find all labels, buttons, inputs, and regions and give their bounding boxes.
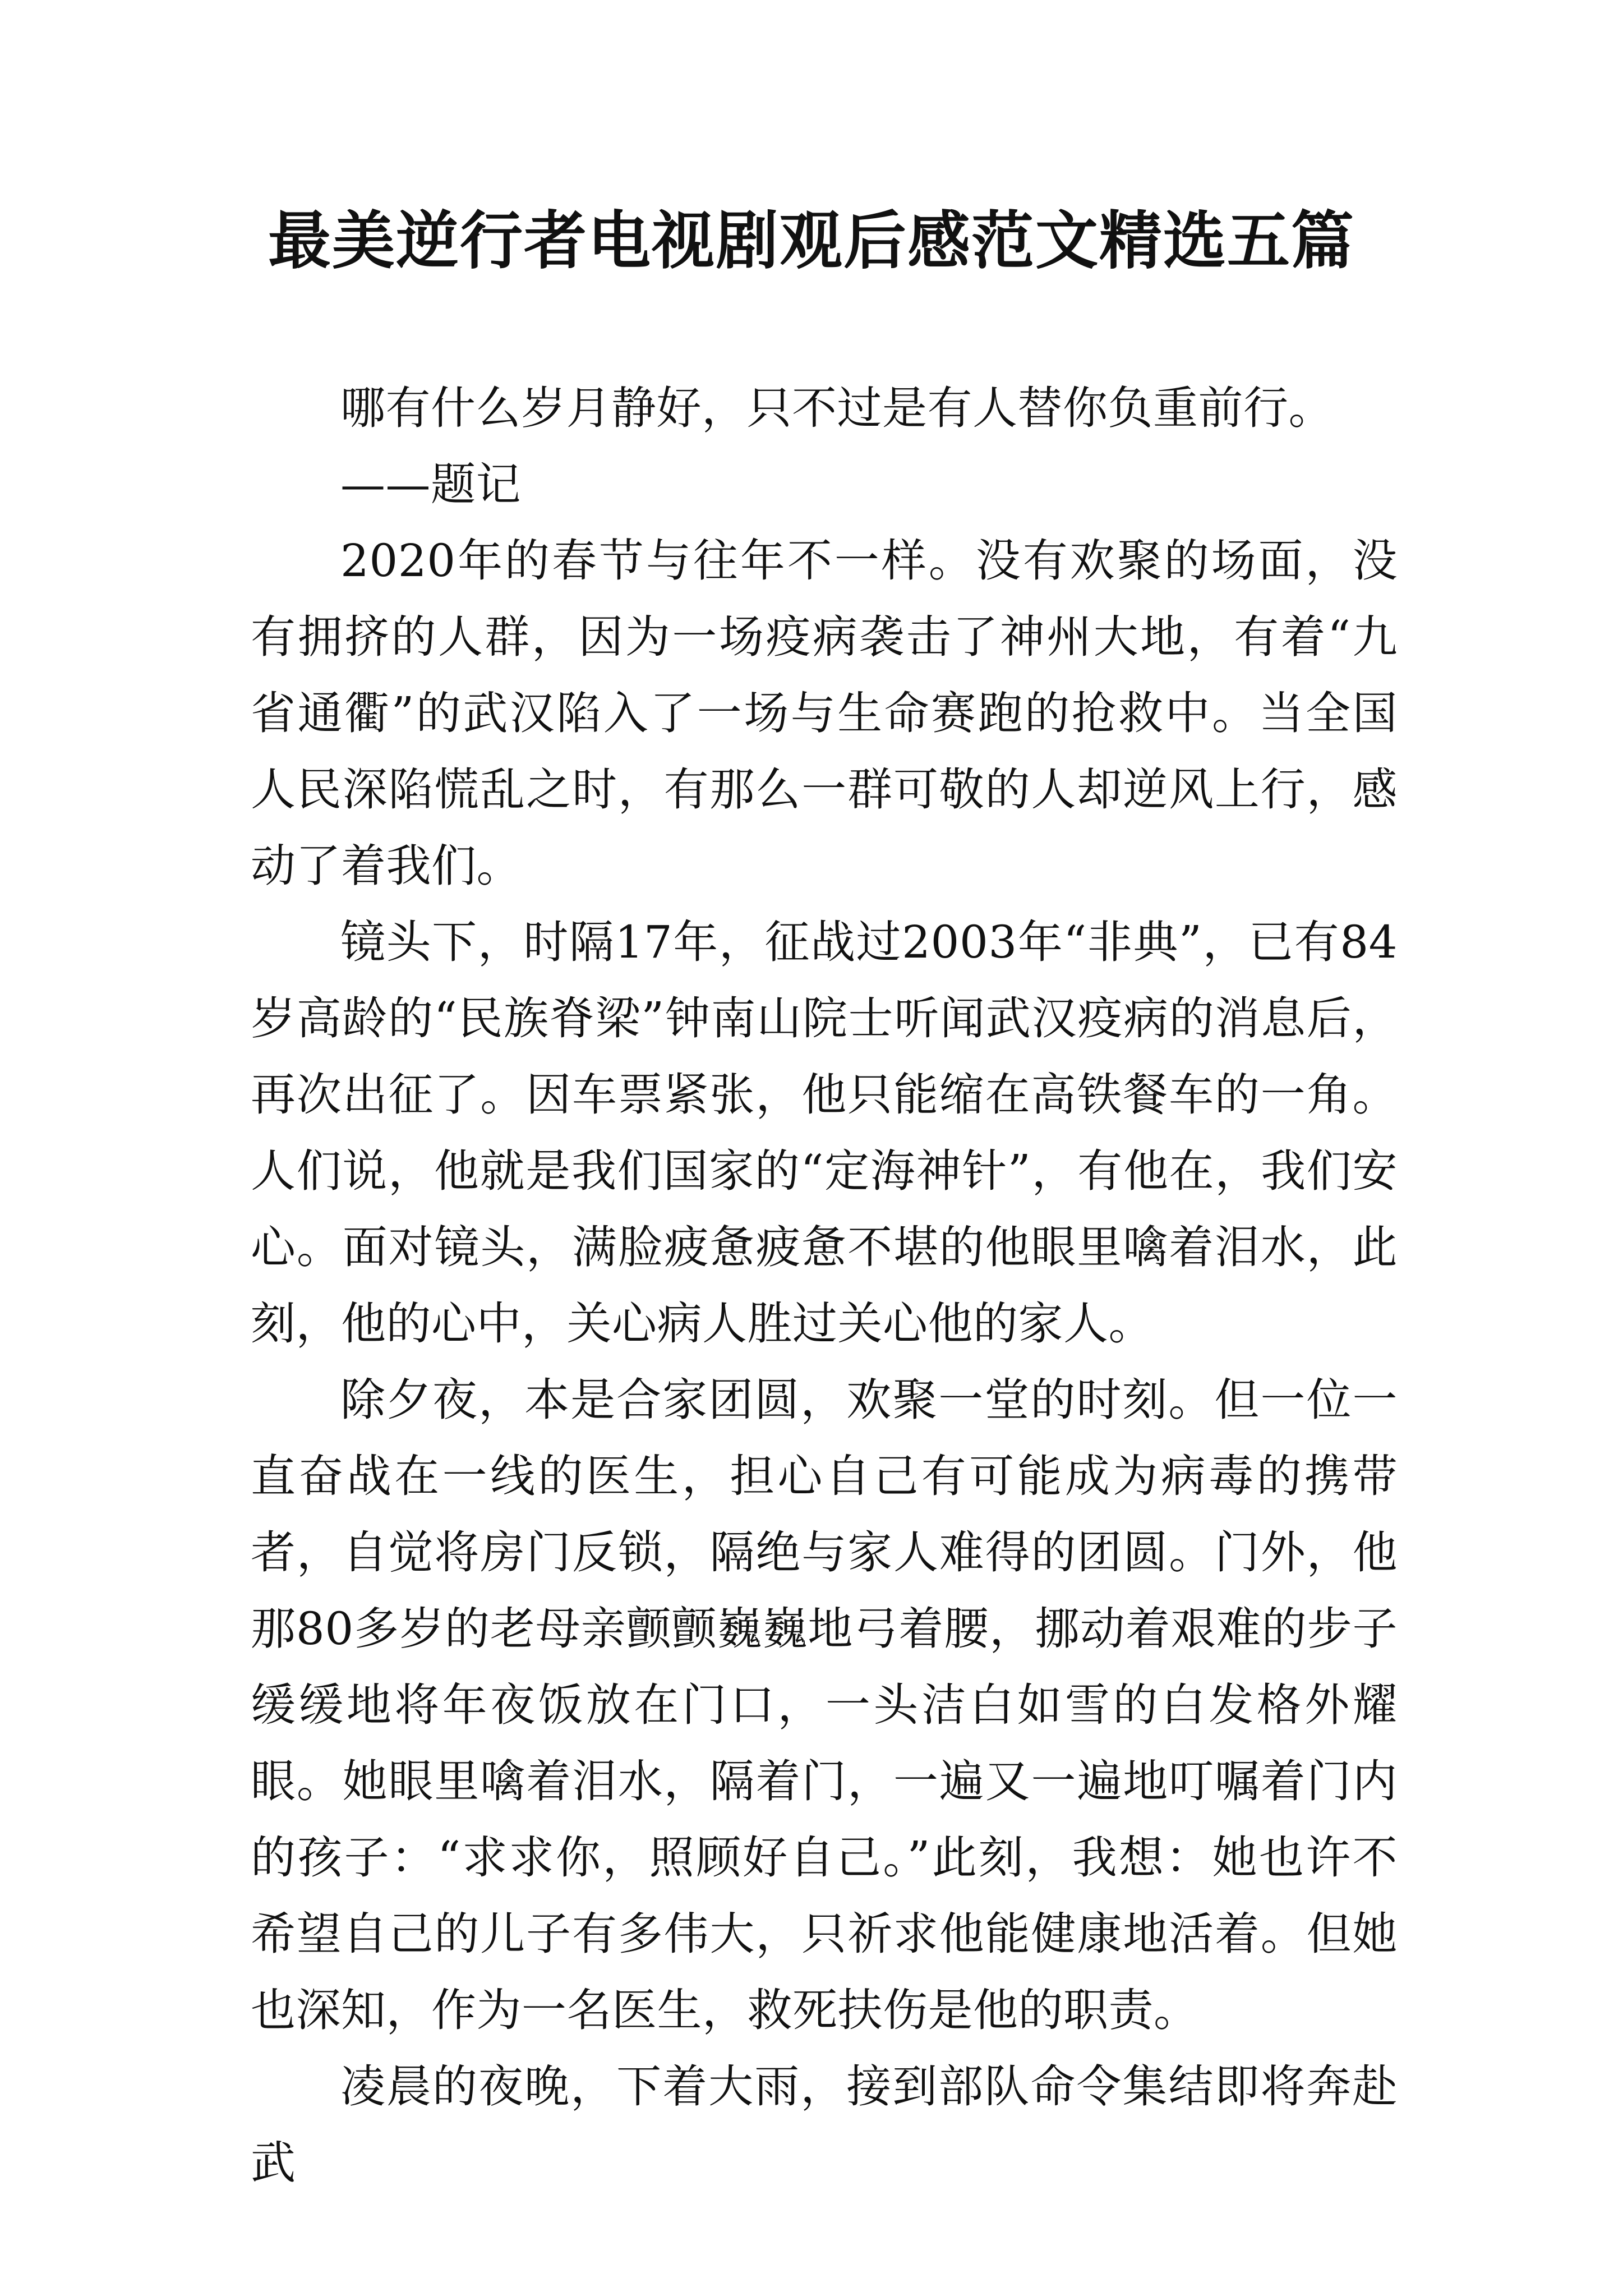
paragraph: 凌晨的夜晚，下着大雨，接到部队命令集结即将奔赴武: [251, 2060, 1398, 2189]
epigraph: 哪有什么岁月静好，只不过是有人替你负重前行。: [340, 382, 1334, 434]
epigraph-attribution: ——题记: [340, 458, 521, 510]
document-title: 最美逆行者电视剧观后感范文精选五篇: [268, 204, 1355, 278]
document-body: [251, 370, 1398, 2201]
paragraph: 2020年的春节与往年不一样。没有欢聚的场面，没有拥挤的人群，因为一场疫病袭击了神州大地，有着“九省通衢”的武汉陷入了一场与生命赛跑的抢救中。当全国人民深陷慌乱之时，有那么一群可敬的人却逆风上行，感动了着我们。: [251, 535, 1398, 892]
paragraph: 镜头下，时隔17年，征战过2003年“非典”，已有84岁高龄的“民族脊梁”钟南山院士听闻武汉疫病的消息后，再次出征了。因车票紧张，他只能缩在高铁餐车的一角。人们说，他就是我们国家的“定海神针”，有他在，我们安心。面对镜头，满脸疲惫疲惫不堪的他眼里噙着泪水，此刻，他的心中，关心病人胜过关心他的家人。: [251, 916, 1398, 1350]
paragraph: 除夕夜，本是合家团圆，欢聚一堂的时刻。但一位一直奋战在一线的医生，担心自己有可能成为病毒的携带者，自觉将房门反锁，隔绝与家人难得的团圆。门外，他那80多岁的老母亲颤颤巍巍地弓着腰，挪动着艰难的步子缓缓地将年夜饭放在门口，一头洁白如雪的白发格外耀眼。她眼里噙着泪水，隔着门，一遍又一遍地叮嘱着门内的孩子：“求求你，照顾好自己。”此刻，我想：她也许不希望自己的儿子有多伟大，只祈求他能健康地活着。但她也深知，作为一名医生，救死扶伤是他的职责。: [251, 1374, 1398, 2036]
